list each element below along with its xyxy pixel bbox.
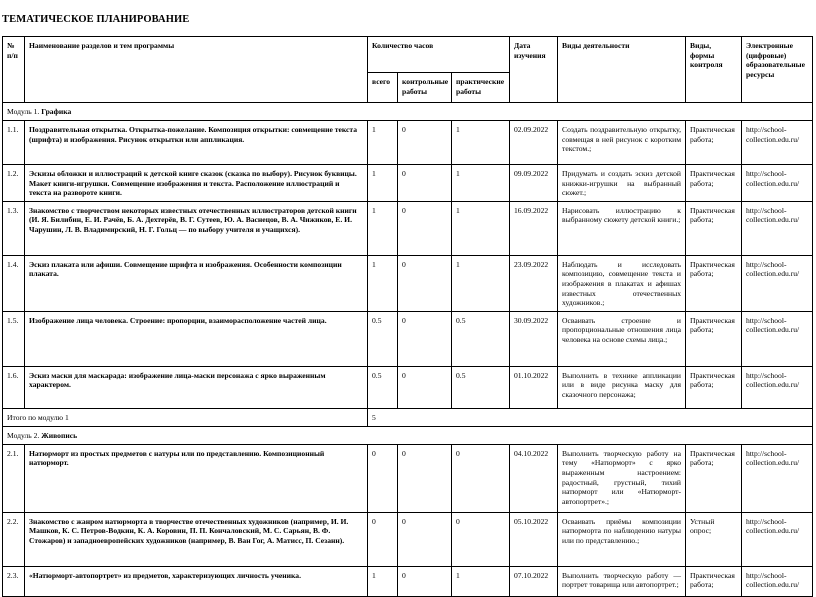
row-total: 1	[368, 121, 398, 165]
row-topic: Эскиз плаката или афиши. Совмещение шрифта и изображения. Особенности композиции плаката.	[25, 255, 368, 311]
row-control-form: Практическая работа;	[686, 255, 742, 311]
header-forms: Виды, формы контроля	[686, 37, 742, 103]
table-row	[3, 566, 813, 596]
row-control-form: Практическая работа;	[686, 566, 742, 596]
row-control: 0	[398, 512, 452, 566]
row-date: 30.09.2022	[510, 311, 558, 366]
row-resource[interactable]: http://school-collection.edu.ru/	[742, 366, 813, 408]
row-control: 0	[398, 311, 452, 366]
row-practical: 0	[452, 444, 510, 512]
header-hours: Количество часов	[368, 37, 510, 73]
row-control-form: Практическая работа;	[686, 165, 742, 202]
row-control: 0	[398, 121, 452, 165]
table-row	[3, 512, 813, 566]
row-control: 0	[398, 444, 452, 512]
row-resource[interactable]: http://school-collection.edu.ru/	[742, 566, 813, 596]
row-activity: Осваивать строение и пропорциональные отношения лица человека на основе схемы лица.;	[558, 311, 686, 366]
row-control-form: Практическая работа;	[686, 201, 742, 255]
module-name: Графика	[41, 107, 72, 116]
row-practical: 1	[452, 255, 510, 311]
row-activity: Нарисовать иллюстрацию к выбранному сюжету детской книги.;	[558, 201, 686, 255]
row-topic: Изображение лица человека. Строение: пропорции, взаиморасположение частей лица.	[25, 311, 368, 366]
row-total: 1	[368, 255, 398, 311]
row-practical: 1	[452, 201, 510, 255]
module-total-label: Итого по модулю 1	[3, 408, 368, 426]
row-date: 02.09.2022	[510, 121, 558, 165]
row-resource[interactable]: http://school-collection.edu.ru/	[742, 165, 813, 202]
header-control: контрольные работы	[398, 73, 452, 103]
row-topic: Натюрморт из простых предметов с натуры или по представлению. Композиционный натюрморт.	[25, 444, 368, 512]
row-activity: Создать поздравительную открытку, совмещая в ней рисунок с коротким текстом.;	[558, 121, 686, 165]
row-topic: Поздравительная открытка. Открытка-пожелание. Композиция открытки: совмещение текста (шрифта) и изображения. Рисунок открытки или аппликация.	[25, 121, 368, 165]
row-control-form: Практическая работа;	[686, 366, 742, 408]
header-name: Наименование разделов и тем программы	[25, 37, 368, 103]
row-activity: Наблюдать и исследовать композицию, совмещение текста и изображения в плакатах и афишах известных отечественных художников.;	[558, 255, 686, 311]
row-practical: 0	[452, 512, 510, 566]
table-row	[3, 444, 813, 512]
module-prefix: Модуль 1.	[7, 107, 42, 116]
row-date: 04.10.2022	[510, 444, 558, 512]
header-date: Дата изучения	[510, 37, 558, 103]
row-number: 1.4.	[3, 255, 25, 311]
row-number: 1.2.	[3, 165, 25, 202]
row-total: 1	[368, 566, 398, 596]
table-row	[3, 255, 813, 311]
table-row	[3, 201, 813, 255]
row-number: 1.3.	[3, 201, 25, 255]
module-heading	[3, 426, 813, 444]
module-1-row	[3, 103, 813, 121]
row-control-form: Устный опрос;	[686, 512, 742, 566]
header-practical: практические работы	[452, 73, 510, 103]
row-number: 2.1.	[3, 444, 25, 512]
module-prefix: Модуль 2.	[7, 430, 42, 440]
table-row	[3, 311, 813, 366]
row-control: 0	[398, 165, 452, 202]
table-row	[3, 121, 813, 165]
row-date: 07.10.2022	[510, 566, 558, 596]
row-total: 0.5	[368, 366, 398, 408]
row-topic: Знакомство с творчеством некоторых известных отечественных иллюстраторов детской книги (И. Я. Билибин, Е. И. Рачёв, Б. А. Дехтерёв, В. Г. Сутеев, Ю. А. Васнецов, В. А. Чижиков, Е. И. Чарушин, Л. В. Владимирский, Н. Г. Гольц — по выбору учителя и учащихся).	[25, 201, 368, 255]
row-resource[interactable]: http://school-collection.edu.ru/	[742, 444, 813, 512]
row-topic: Эскизы обложки и иллюстраций к детской книге сказок (сказка по выбору). Рисунок буквицы. Макет книги-игрушки. Совмещение изображения и текста. Расположение иллюстраций и текста на развороте книги.	[25, 165, 368, 202]
header-resources: Электронные (цифровые) образовательные ресурсы	[742, 37, 813, 103]
row-activity: Выполнить в технике аппликации или в виде рисунка маску для сказочного персонажа;	[558, 366, 686, 408]
row-number: 1.1.	[3, 121, 25, 165]
row-topic: «Натюрморт-автопортрет» из предметов, характеризующих личность ученика.	[25, 566, 368, 596]
table-row	[3, 165, 813, 202]
table-row	[3, 366, 813, 408]
row-topic: Эскиз маски для маскарада: изображение лица-маски персонажа с ярко выраженным характером.	[25, 366, 368, 408]
row-practical: 0.5	[452, 366, 510, 408]
row-date: 23.09.2022	[510, 255, 558, 311]
row-activity: Придумать и создать эскиз детской книжки-игрушки на выбранный сюжет.;	[558, 165, 686, 202]
row-control: 0	[398, 255, 452, 311]
row-total: 0	[368, 444, 398, 512]
module-name: Живопись	[41, 430, 78, 440]
row-activity: Выполнить творческую работу на тему «Натюрморт» с ярко выраженным настроением: радостный, грустный, тихий натюрморт или «Натюрморт-автопортрет».;	[558, 444, 686, 512]
row-practical: 1	[452, 121, 510, 165]
row-practical: 1	[452, 566, 510, 596]
module-2-row	[3, 426, 813, 444]
row-total: 0.5	[368, 311, 398, 366]
row-control: 0	[398, 366, 452, 408]
row-total: 1	[368, 165, 398, 202]
row-control-form: Практическая работа;	[686, 311, 742, 366]
row-resource[interactable]: http://school-collection.edu.ru/	[742, 121, 813, 165]
row-date: 01.10.2022	[510, 366, 558, 408]
row-activity: Осваивать приёмы композиции натюрморта по наблюдению натуры или по представлению.;	[558, 512, 686, 566]
row-resource[interactable]: http://school-collection.edu.ru/	[742, 201, 813, 255]
row-activity: Выполнить творческую работу — портрет товарища или автопортрет.;	[558, 566, 686, 596]
row-number: 1.5.	[3, 311, 25, 366]
row-total: 1	[368, 201, 398, 255]
row-date: 09.09.2022	[510, 165, 558, 202]
header-total: всего	[368, 73, 398, 103]
row-topic: Знакомство с жанром натюрморта в творчестве отечественных художников (например, И. И. Машков, К. С. Петров-Водкин, К. А. Коровин, П. П. Кончаловский, М. С. Сарьян, В. Ф. Стожаров) и западноевропейских художников (например, В. Ван Гог, А. Матисс, П. Сезанн).	[25, 512, 368, 566]
row-total: 0	[368, 512, 398, 566]
row-control: 0	[398, 201, 452, 255]
row-resource[interactable]: http://school-collection.edu.ru/	[742, 512, 813, 566]
module-total-row	[3, 408, 813, 426]
row-date: 05.10.2022	[510, 512, 558, 566]
row-practical: 1	[452, 165, 510, 202]
row-resource[interactable]: http://school-collection.edu.ru/	[742, 311, 813, 366]
row-date: 16.09.2022	[510, 201, 558, 255]
row-number: 1.6.	[3, 366, 25, 408]
row-control-form: Практическая работа;	[686, 444, 742, 512]
module-heading	[3, 103, 813, 121]
row-control-form: Практическая работа;	[686, 121, 742, 165]
row-control: 0	[398, 566, 452, 596]
page-title: ТЕМАТИЧЕСКОЕ ПЛАНИРОВАНИЕ	[2, 14, 190, 25]
row-number: 2.2.	[3, 512, 25, 566]
module-total-value: 5	[368, 408, 813, 426]
header-num: № п/п	[3, 37, 25, 103]
row-resource[interactable]: http://school-collection.edu.ru/	[742, 255, 813, 311]
header-activities: Виды деятельности	[558, 37, 686, 103]
row-practical: 0.5	[452, 311, 510, 366]
planning-table	[2, 36, 813, 597]
row-number: 2.3.	[3, 566, 25, 596]
